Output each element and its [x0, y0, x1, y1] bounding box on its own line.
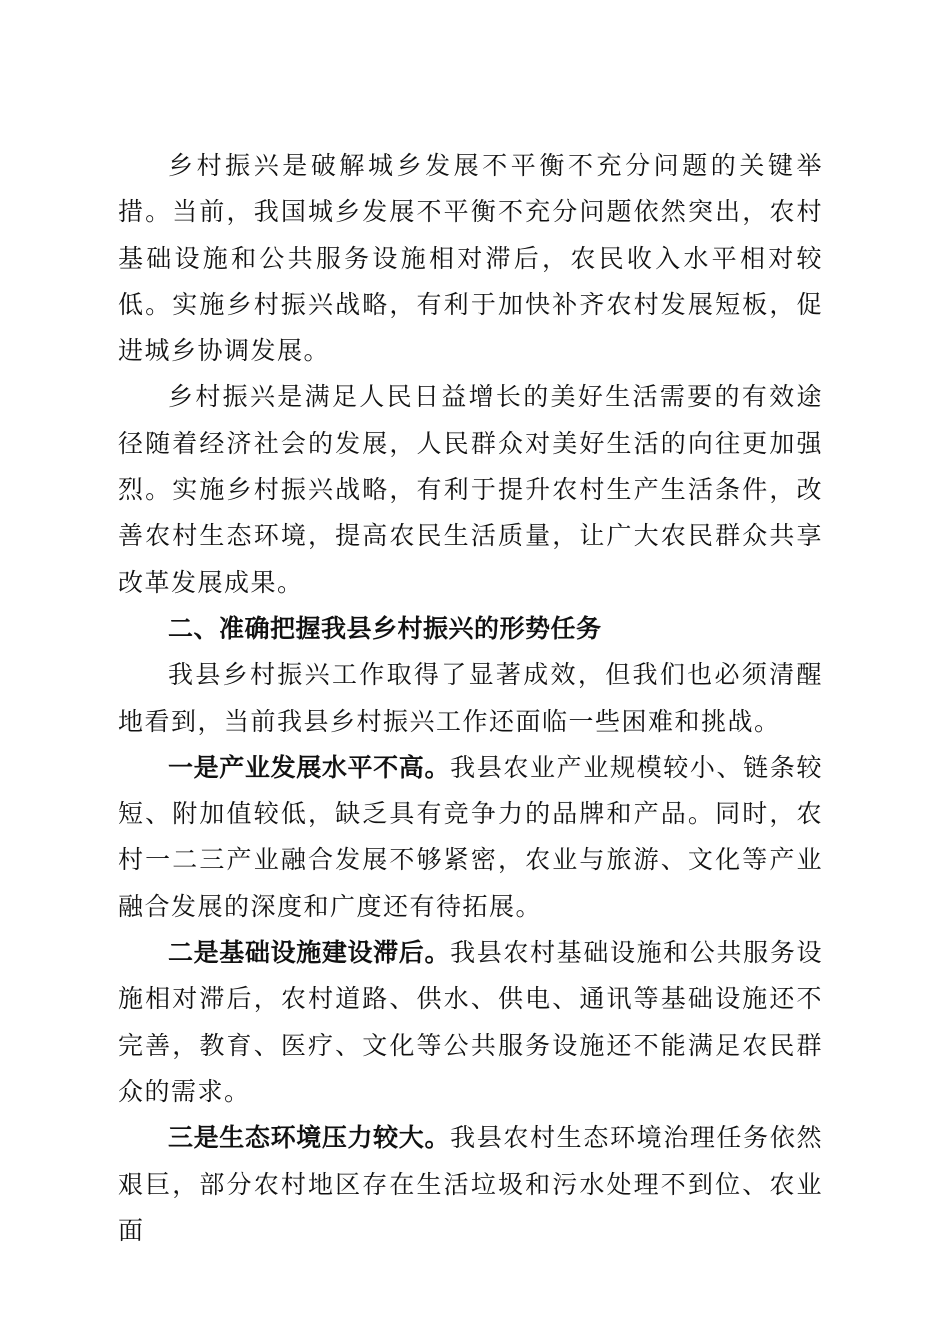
paragraph-better-life: 乡村振兴是满足人民日益增长的美好生活需要的有效途径随着经济社会的发展，人民群众对美好生活的向往更加强烈。实施乡村振兴战略，有利于提升农村生产生活条件，改善农村生态环境，提高农民生活质量，让广大农民群众共享改革发展成果。 [118, 382, 823, 597]
challenge-text: 我县农村生态环境治理任务依然艰巨，部分农村地区存在生活垃圾和污水处理不到位、农业面 [118, 1123, 823, 1245]
paragraph-rural-balance: 乡村振兴是破解城乡发展不平衡不充分问题的关键举措。当前，我国城乡发展不平衡不充分问题依然突出，农村基础设施和公共服务设施相对滞后，农民收入水平相对较低。实施乡村振兴战略，有利于加快补齐农村发展短板，促进城乡协调发展。 [118, 151, 823, 366]
challenge-lead: 二是基础设施建设滞后。 [168, 938, 451, 968]
challenge-lead: 三是生态环境压力较大。 [168, 1123, 451, 1153]
challenge-text: 我县农业产业规模较小、链条较短、附加值较低，缺乏具有竞争力的品牌和产品。同时，农村一二三产业融合发展不够紧密，农业与旅游、文化等产业融合发展的深度和广度还有待拓展。 [118, 752, 823, 921]
paragraph-challenge-infrastructure [118, 930, 823, 1115]
challenge-text: 我县农村基础设施和公共服务设施相对滞后，农村道路、供水、供电、通讯等基础设施还不完善，教育、医疗、文化等公共服务设施还不能满足农民群众的需求。 [118, 938, 823, 1106]
section-heading: 二、准确把握我县乡村振兴的形势任务 [168, 613, 602, 643]
challenge-lead: 一是产业发展水平不高。 [168, 752, 451, 782]
document-page [118, 143, 823, 1254]
paragraph-challenge-environment [118, 1115, 823, 1254]
paragraph-intro: 我县乡村振兴工作取得了显著成效，但我们也必须清醒地看到，当前我县乡村振兴工作还面临一些困难和挑战。 [118, 660, 823, 736]
paragraph-challenge-industry [118, 745, 823, 930]
